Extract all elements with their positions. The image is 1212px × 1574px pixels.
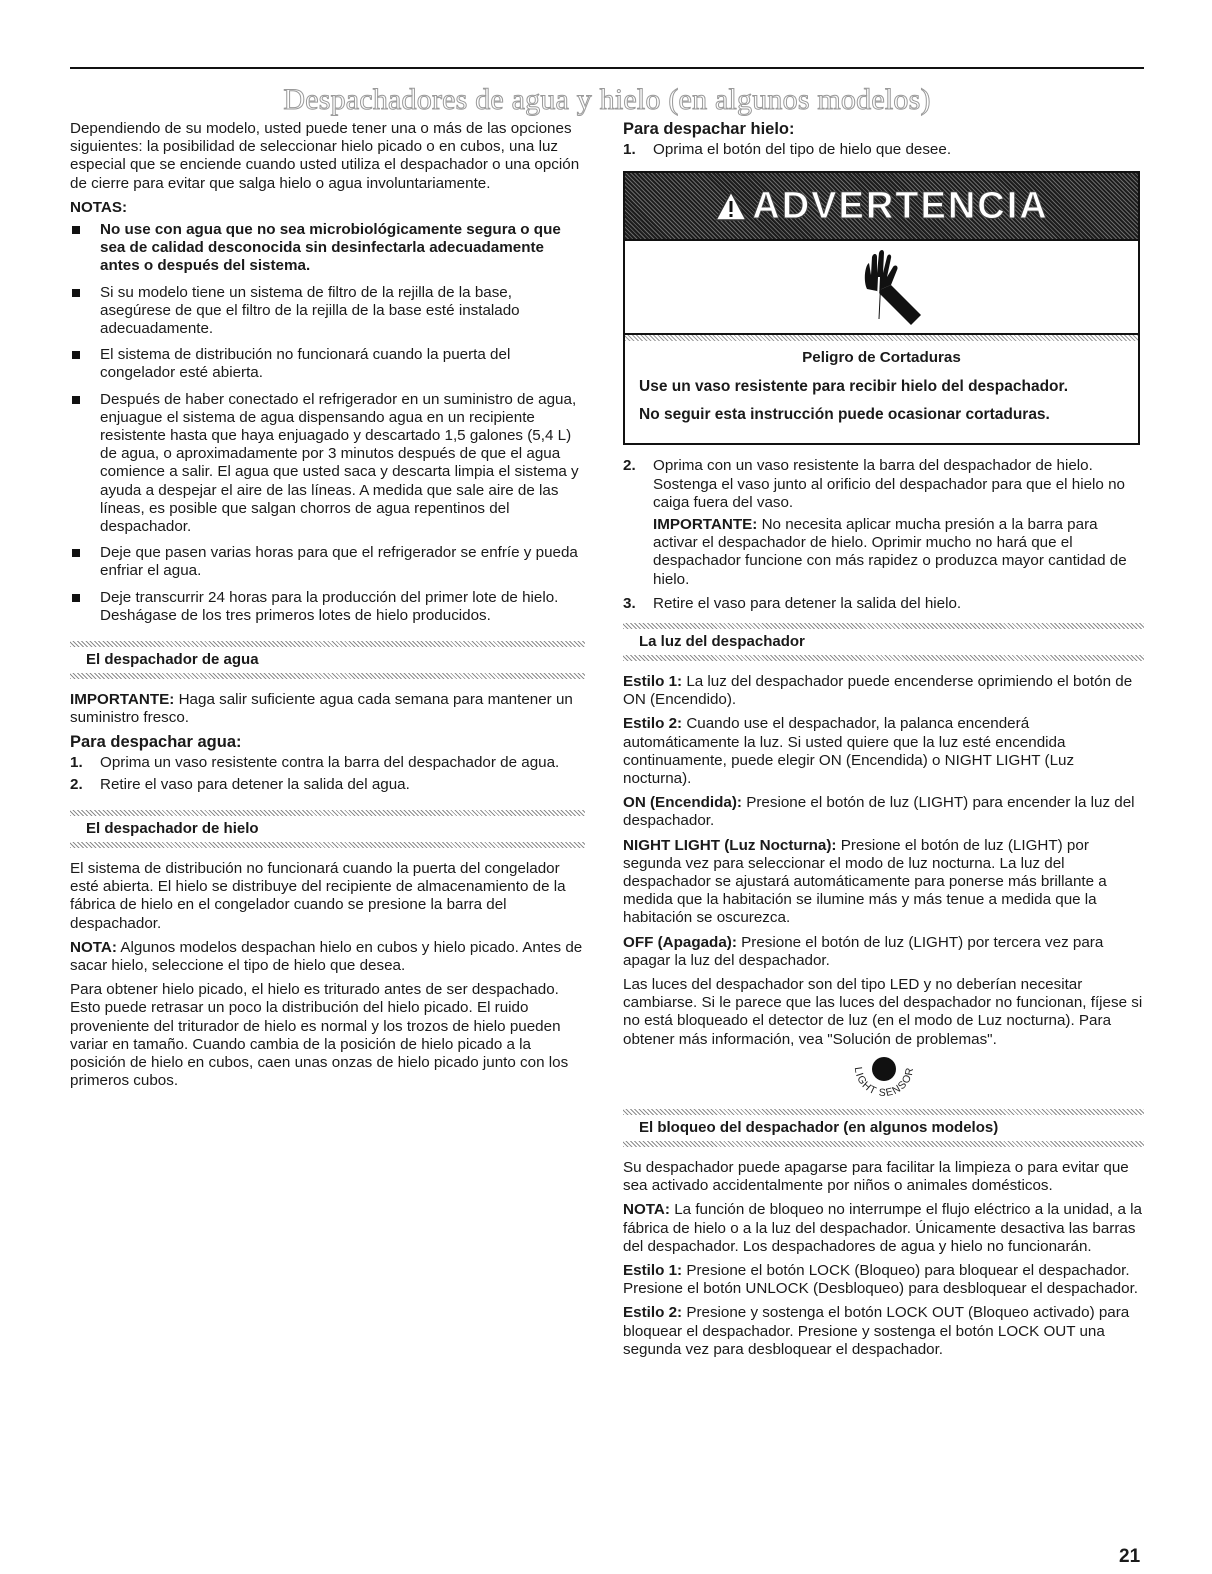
bullet-square-icon [72, 396, 80, 404]
bullet-square-icon [72, 226, 80, 234]
warning-banner [625, 173, 1138, 241]
bullet-square-icon [72, 549, 80, 557]
bullet-square-icon [72, 289, 80, 297]
light-closing: Las luces del despachador son del tipo LED y no deberían necesitar cambiarse. Si le parece que las luces del despachador no funcionan, fíjese si no está bloqueado el detector de luz (en el modo de Luz nocturna). Para obtener más información, vea "Solución de problemas". [623, 976, 1143, 1048]
warning-separator [625, 333, 1138, 341]
ice-step: 2. Oprima con un vaso resistente la barra del despachador de hielo. Sostenga el vaso junto al orificio del despachador para que el hielo no caiga fuera del vaso. IMPORTANTE: No necesita aplicar mucha presión a la barra para activar el despachador de hielo. Oprimir mucho no hará que el despachador funcione con más rapidez o produzca mayor cantidad de hielo. [623, 457, 1144, 588]
lock-note: NOTA: La función de bloqueo no interrumpe el flujo eléctrico a la unidad, a la fábrica de hielo o a la luz del despachador. Únicamente desactiva las barras del despachador. Los despachadores de agua y hielo no funcionarán. [623, 1201, 1142, 1255]
cut-hand-icon [827, 245, 937, 329]
light-section-title: La luz del despachador [639, 633, 805, 651]
ice-steps-cont [623, 457, 1144, 613]
left-column [70, 120, 585, 1096]
light-item: NIGHT LIGHT (Luz Nocturna): Presione el botón de luz (LIGHT) por segunda vez para seleccionar el modo de luz nocturna. La luz del despachador se ajustará automáticamente para ponerse más brillante a medida que la habitación se ilumine más y más tenue a medida que la habitación se oscurezca. [623, 836, 1107, 927]
lock-style-2: Estilo 2: Presione y sostenga el botón LOCK OUT (Bloqueo activado) para bloquear el despachador. Presione y sostenga el botón LOCK OUT una segunda vez para desbloquear el despachador. [623, 1304, 1130, 1358]
hatch-divider [70, 842, 585, 848]
note-item: No use con agua que no sea microbiológicamente segura o que sea de calidad desconocida sin desinfectarla adecuadamente antes o después del sistema. [70, 221, 585, 276]
hatch-divider [623, 1141, 1144, 1147]
lock-paragraph: Su despachador puede apagarse para facilitar la limpieza o para evitar que sea activado accidentalmente por niños o animales domésticos. [623, 1158, 1129, 1195]
water-subheading: Para despachar agua: [70, 733, 242, 752]
note-item: Después de haber conectado el refrigerador en un suministro de agua, enjuague el sistema de agua dispensando agua en un recipiente resistente hasta que haya enjuagado y descartado 1,5 galones (5,4 L) de agua, o aproximadamente por 3 minutos después de que el agua comience a salir. El agua que usted saca y descarta limpia el sistema y ayuda a despejar el aire de las líneas. A medida que sale aire de las líneas, es posible que salgan chorros de agua repentinos del despachador. [70, 391, 585, 537]
lock-section-header [623, 1109, 1144, 1147]
light-item: ON (Encendida): Presione el botón de luz (LIGHT) para encender la luz del despachador. [623, 794, 1135, 830]
hatch-divider [70, 673, 585, 679]
light-item: Estilo 1: La luz del despachador puede encenderse oprimiendo el botón de ON (Encendido). [623, 673, 1133, 709]
light-section-header [623, 623, 1144, 661]
bullet-square-icon [72, 351, 80, 359]
hatch-divider [623, 655, 1144, 661]
warning-icon-area [625, 241, 1138, 333]
lock-style-1: Estilo 1: Presione el botón LOCK (Bloqueo) para bloquear el despachador. Presione el botón UNLOCK (Desbloqueo) para desbloquear el despachador. [623, 1261, 1139, 1298]
warning-line: No seguir esta instrucción puede ocasionar cortaduras. [639, 406, 1050, 424]
water-step: 2. Retire el vaso para detener la salida del agua. [70, 775, 410, 793]
notes-heading: NOTAS: [70, 198, 128, 216]
light-item: Estilo 2: Cuando use el despachador, la palanca encenderá automáticamente la luz. Si usted quiere que la luz esté encendida continuamente, puede elegir ON (Encendida) o NIGHT LIGHT (Luz nocturna). [623, 715, 1075, 788]
page-number: 21 [1119, 1546, 1141, 1567]
water-section-header [70, 641, 585, 679]
warning-line: Use un vaso resistente para recibir hielo del despachador. [639, 378, 1068, 396]
light-sensor-icon [839, 1055, 929, 1099]
light-item: OFF (Apagada): Presione el botón de luz (LIGHT) por tercera vez para apagar la luz del despachador. [623, 933, 1104, 969]
intro-paragraph: Dependiendo de su modelo, usted puede tener una o más de las opciones siguientes: la posibilidad de seleccionar hielo picado o en cubos, una luz especial que se enciende cuando usted utiliza el despachador o una opción de cierre para evitar que salga hielo o agua involuntariamente. [70, 120, 580, 192]
ice-section-header [70, 810, 585, 848]
right-column [623, 120, 1144, 1365]
ice-steps [623, 141, 1144, 159]
lock-section-title: El bloqueo del despachador (en algunos modelos) [639, 1118, 999, 1136]
water-section-title: El despachador de agua [86, 651, 259, 669]
note-item: Deje transcurrir 24 horas para la producción del primer lote de hielo. Deshágase de los tres primeros lotes de hielo producidos. [70, 589, 585, 625]
note-item: Si su modelo tiene un sistema de filtro de la rejilla de la base, asegúrese de que el filtro de la rejilla de la base esté instalado adecuadamente. [70, 284, 585, 339]
note-item: El sistema de distribución no funcionará cuando la puerta del congelador esté abierta. [70, 346, 585, 382]
ice-step: 1. Oprima el botón del tipo de hielo que desee. [623, 141, 952, 158]
water-important: IMPORTANTE: Haga salir suficiente agua cada semana para mantener un suministro fresco. [70, 691, 573, 727]
top-rule [70, 67, 1144, 69]
light-sensor-label: LIGHT SENSOR [851, 1065, 916, 1099]
notes-list [70, 221, 585, 625]
ice-note: NOTA: Algunos modelos despachan hielo en cubos y hielo picado. Antes de sacar hielo, seleccione el tipo de hielo que desea. [70, 938, 583, 974]
warning-title: Peligro de Cortaduras [802, 349, 961, 367]
page-title: Despachadores de agua y hielo (en algunos modelos) [283, 83, 931, 116]
warning-triangle-icon [714, 190, 748, 222]
note-item: Deje que pasen varias horas para que el refrigerador se enfríe y pueda enfriar el agua. [70, 544, 585, 580]
ice-important: IMPORTANTE: No necesita aplicar mucha presión a la barra para activar el despachador de hielo. Oprimir mucho no hará que el despachador funcione con más rapidez o produzca mayor cantidad de hielo. [653, 516, 1127, 588]
ice-paragraph: El sistema de distribución no funcionará cuando la puerta del congelador esté abierta. El hielo se distribuye del recipiente de almacenamiento de la fábrica de hielo en el congelador cuando se presione la barra del despachador. [70, 859, 566, 932]
bullet-square-icon [72, 594, 80, 602]
ice-paragraph: Para obtener hielo picado, el hielo es triturado antes de ser despachado. Esto puede retrasar un poco la distribución del hielo picado. El ruido proveniente del triturador de hielo es normal y los trozos de hielo pueden variar en tamaño. Cuando cambia de la posición de hielo picado a la posición de hielo en cubos, caen unas onzas de hielo picado junto con los primeros cubos. [70, 981, 569, 1090]
ice-section-title: El despachador de hielo [86, 819, 259, 837]
water-steps [70, 754, 585, 793]
ice-subheading: Para despachar hielo: [623, 120, 795, 138]
water-step: 1. Oprima un vaso resistente contra la barra del despachador de agua. [70, 754, 560, 772]
warning-box [623, 171, 1140, 445]
light-sensor-figure [623, 1055, 1144, 1099]
ice-step: 3. Retire el vaso para detener la salida del hielo. [623, 594, 962, 612]
warning-body [625, 341, 1138, 443]
warning-banner-text: ADVERTENCIA [752, 185, 1049, 228]
